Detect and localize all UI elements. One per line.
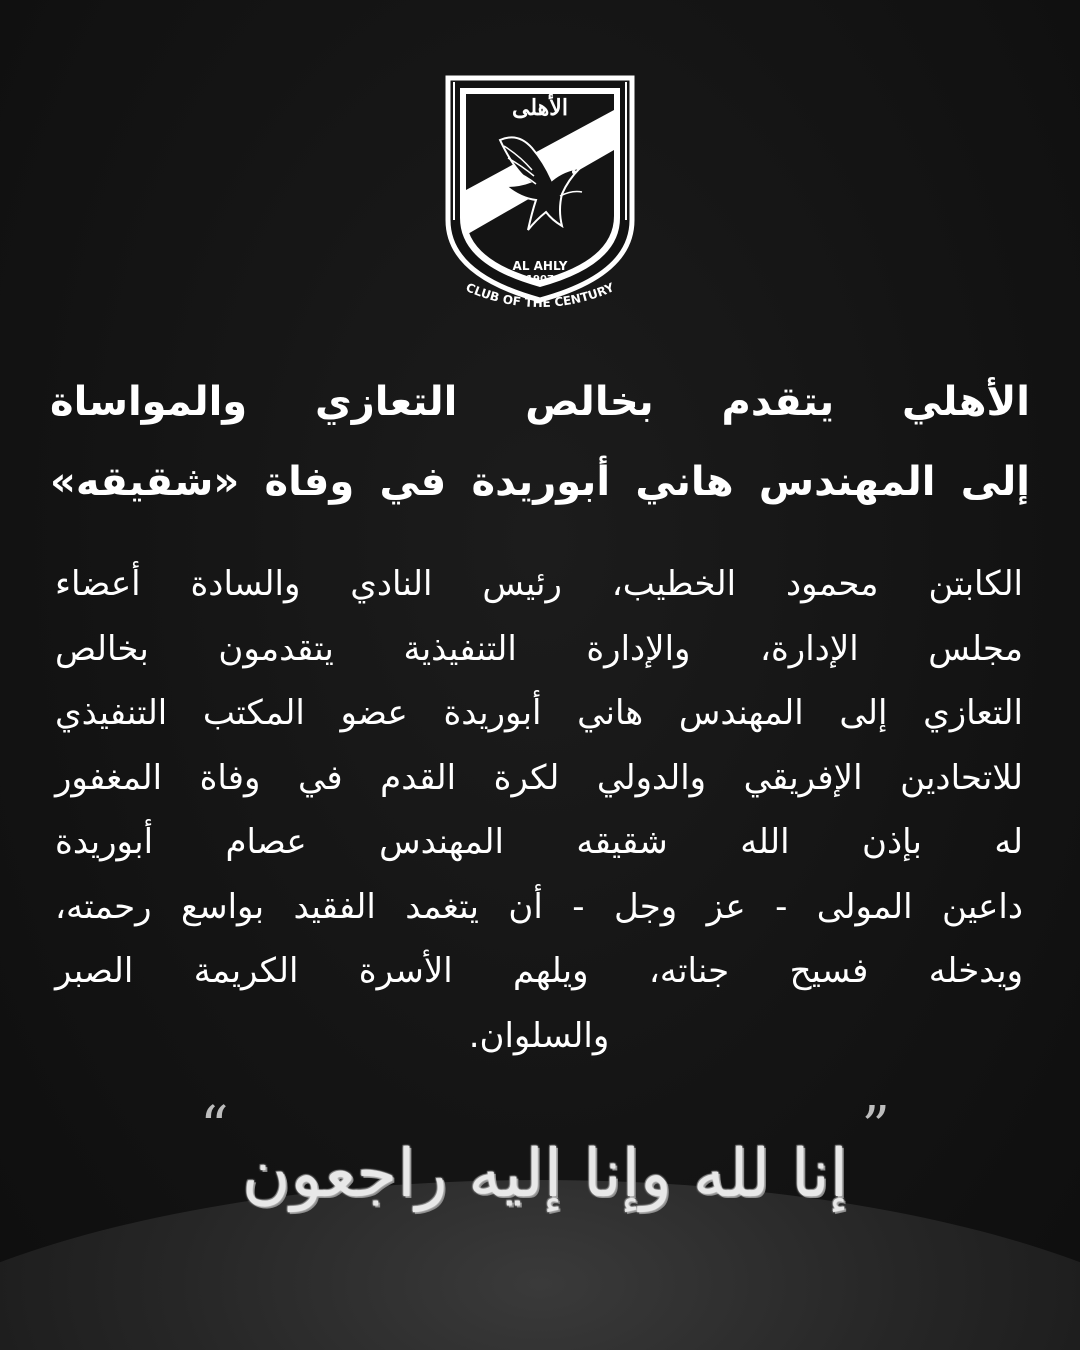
calligraphy-text: إنا لله وإنا إليه راجعون xyxy=(242,1135,848,1212)
message-line: والسلوان. xyxy=(468,1015,610,1056)
headline xyxy=(50,362,1030,522)
message-line: مجلس الإدارة، والإدارة التنفيذية يتقدمون بخالص xyxy=(55,628,1023,669)
message-line: للاتحادين الإفريقي والدولي لكرة القدم في وفاة المغفور xyxy=(55,757,1023,798)
crest-club-name: AL AHLY xyxy=(512,259,568,273)
crest-year: 1907 xyxy=(526,274,554,285)
quran-calligraphy xyxy=(200,1095,890,1295)
crest-arabic-name: الأهلى xyxy=(512,95,568,121)
crest-motto: CLUB OF THE CENTURY xyxy=(463,280,617,311)
headline-line-2: إلى المهندس هاني أبوريدة في وفاة «شقيقه» xyxy=(50,459,1030,505)
message-line: الكابتن محمود الخطيب، رئيس النادي والسادة أعضاء xyxy=(55,564,1023,604)
close-quote-icon: ” xyxy=(861,1095,890,1160)
al-ahly-crest-icon xyxy=(440,70,640,330)
condolence-message xyxy=(55,552,1023,1068)
headline-line-1: الأهلي يتقدم بخالص التعازي والمواساة xyxy=(50,379,1030,425)
open-quote-icon: “ xyxy=(200,1095,229,1160)
message-line: التعازي إلى المهندس هاني أبوريدة عضو المكتب التنفيذي xyxy=(55,693,1023,733)
message-line: داعين المولى - عز وجل - أن يتغمد الفقيد بواسع رحمته، xyxy=(55,886,1023,927)
message-line: له بإذن الله شقيقه المهندس عصام أبوريدة xyxy=(55,822,1023,862)
message-line: ويدخله فسيح جناته، ويلهم الأسرة الكريمة الصبر xyxy=(55,951,1023,991)
